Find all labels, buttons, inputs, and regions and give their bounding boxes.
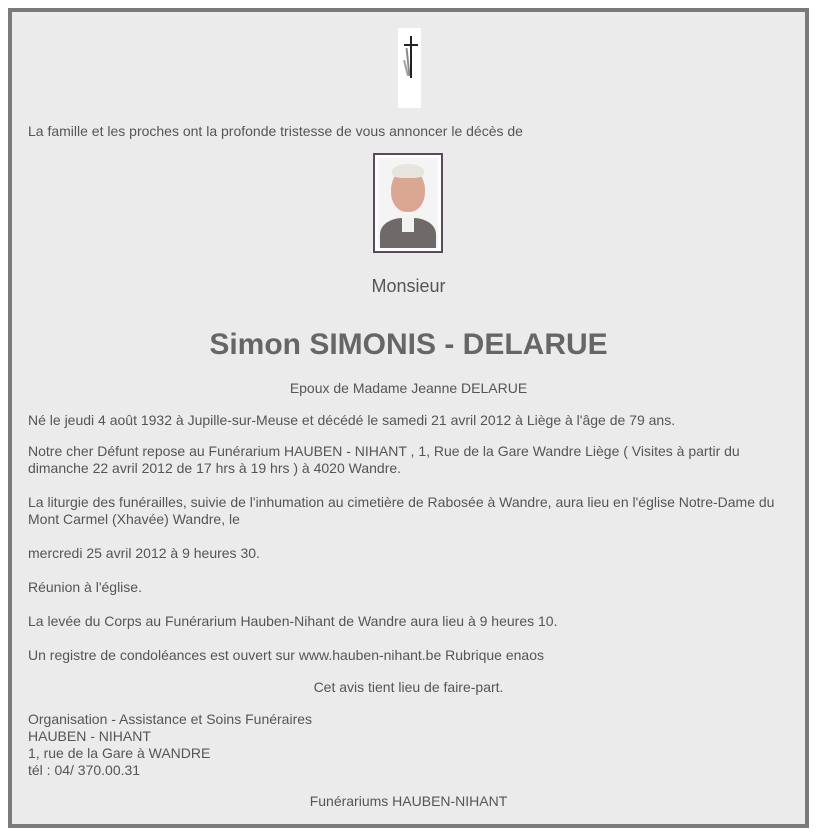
organisation-line-4: tél : 04/ 370.00.31 [28, 762, 141, 778]
spouse-text: Epoux de Madame Jeanne DELARUE [289, 380, 528, 396]
register-text: Un registre de condoléances est ouvert sur www.hauben-nihant.be Rubrique enaos [28, 647, 544, 663]
organisation-line-1: Organisation - Assistance et Soins Funéraires [28, 711, 313, 727]
footer-text: Funérariums HAUBEN-NIHANT [309, 793, 508, 809]
honorific: Monsieur [371, 276, 446, 296]
cross-icon [398, 28, 421, 108]
birth-death-text: Né le jeudi 4 août 1932 à Jupille-sur-Meuse et décédé le samedi 21 avril 2012 à Liège à l'âge de 79 ans. [28, 412, 676, 428]
ceremony-date: mercredi 25 avril 2012 à 9 heures 30. [28, 545, 260, 561]
levee-text: La levée du Corps au Funérarium Hauben-Nihant de Wandre aura lieu à 9 heures 10. [28, 613, 558, 629]
organisation-line-3: 1, rue de la Gare à WANDRE [28, 745, 211, 761]
liturgy-text: La liturgie des funérailles, suivie de l'inhumation au cimetière de Rabosée à Wandre, aura lieu en l'église Notre-Dame du Mont Carmel (Xhavée) Wandre, le [28, 494, 775, 527]
deceased-name: Simon SIMONIS - DELARUE [209, 328, 608, 361]
repose-text: Notre cher Défunt repose au Funérarium HAUBEN - NIHANT , 1, Rue de la Gare Wandre Liège ( Visites à partir du dimanche 22 avril 2012 de 17 hrs à 19 hrs ) à 4020 Wandre. [28, 443, 740, 476]
obituary-frame [8, 8, 809, 828]
portrait-photo [373, 153, 443, 253]
notice-text: Cet avis tient lieu de faire-part. [313, 679, 504, 695]
intro-text: La famille et les proches ont la profonde tristesse de vous annoncer le décès de [28, 123, 523, 139]
meeting-text: Réunion à l'église. [28, 579, 142, 595]
organisation-line-2: HAUBEN - NIHANT [28, 728, 151, 744]
